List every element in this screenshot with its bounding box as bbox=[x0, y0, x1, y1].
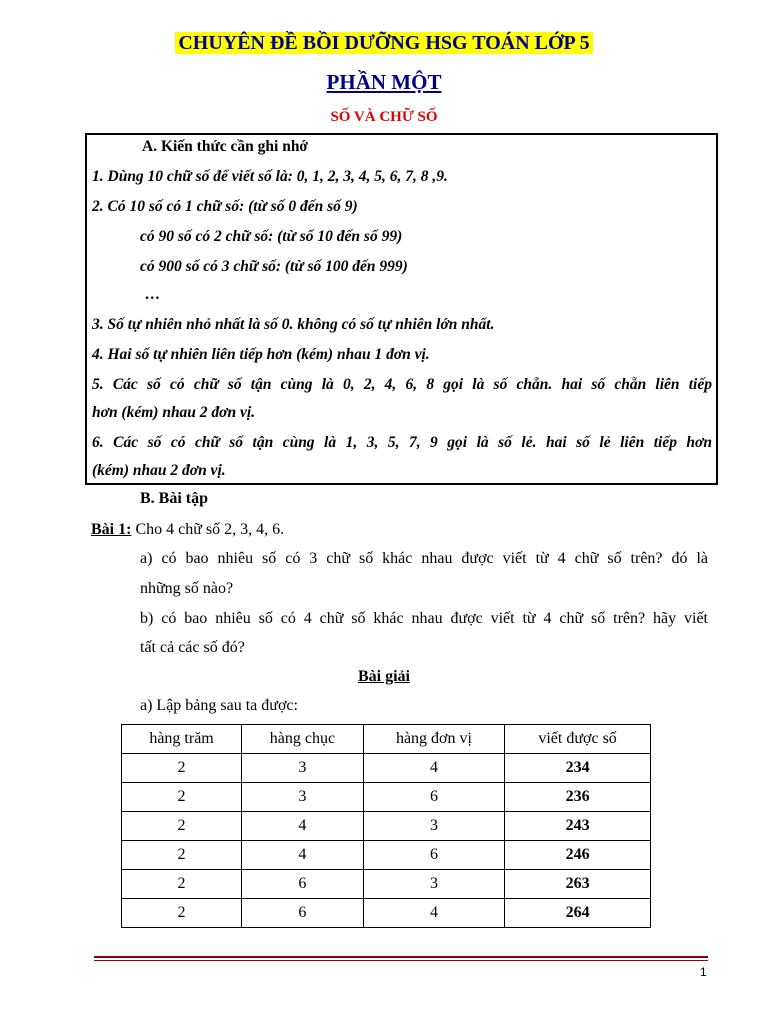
cell-hundreds: 2 bbox=[122, 899, 242, 928]
cell-hundreds: 2 bbox=[122, 754, 242, 783]
cell-hundreds: 2 bbox=[122, 841, 242, 870]
knowledge-line-4: có 900 số có 3 chữ số: (từ số 100 đến 999) bbox=[140, 258, 408, 275]
cell-units: 3 bbox=[363, 812, 504, 841]
table-row bbox=[122, 754, 651, 783]
cell-hundreds: 2 bbox=[122, 812, 242, 841]
knowledge-ellipsis: … bbox=[145, 286, 161, 303]
solution-a-intro: a) Lập bảng sau ta được: bbox=[140, 697, 298, 714]
section-subtitle: SỐ VÀ CHỮ SỐ bbox=[330, 109, 438, 125]
cell-units: 6 bbox=[363, 841, 504, 870]
cell-units: 4 bbox=[363, 899, 504, 928]
cell-number: 243 bbox=[505, 812, 651, 841]
cell-hundreds: 2 bbox=[122, 870, 242, 899]
footer-rule-thin bbox=[94, 960, 708, 961]
cell-tens: 3 bbox=[242, 754, 364, 783]
cell-number: 234 bbox=[505, 754, 651, 783]
cell-units: 6 bbox=[363, 783, 504, 812]
cell-tens: 4 bbox=[242, 841, 364, 870]
knowledge-line-8b: hơn (kém) nhau 2 đơn vị. bbox=[92, 404, 256, 421]
solution-heading: Bài giải bbox=[357, 668, 410, 685]
question-b-line-1: b) có bao nhiêu số có 4 chữ số khác nhau được viết từ 4 chữ số trên? hãy viết bbox=[140, 610, 708, 627]
question-b-line-2: tất cả các số đó? bbox=[140, 639, 245, 656]
table-header-row bbox=[122, 725, 651, 754]
cell-hundreds: 2 bbox=[122, 783, 242, 812]
table-row bbox=[122, 899, 651, 928]
table-row bbox=[122, 870, 651, 899]
knowledge-line-9a: 6. Các số có chữ số tận cùng là 1, 3, 5, 7, 9 gọi là số lẻ. hai số lẻ liên tiếp hơn bbox=[92, 434, 712, 451]
cell-number: 263 bbox=[505, 870, 651, 899]
header-hundreds: hàng trăm bbox=[122, 725, 242, 754]
knowledge-heading: A. Kiến thức cần ghi nhớ bbox=[142, 138, 309, 155]
knowledge-line-2: 2. Có 10 số có 1 chữ số: (từ số 0 đến số 9) bbox=[92, 198, 358, 215]
document-title: CHUYÊN ĐỀ BỒI DƯỠNG HSG TOÁN LỚP 5 bbox=[0, 32, 768, 55]
cell-number: 236 bbox=[505, 783, 651, 812]
question-a-line-1: a) có bao nhiêu số có 3 chữ số khác nhau được viết từ 4 chữ số trên? đó là bbox=[140, 550, 708, 567]
cell-number: 246 bbox=[505, 841, 651, 870]
exercise-1 bbox=[91, 521, 284, 539]
footer-rule bbox=[94, 956, 708, 958]
part-heading: PHẦN MỘT bbox=[326, 70, 442, 94]
knowledge-line-1: 1. Dùng 10 chữ số để viết số là: 0, 1, 2, 3, 4, 5, 6, 7, 8 ,9. bbox=[92, 168, 448, 185]
exercise-1-text: Cho 4 chữ số 2, 3, 4, 6. bbox=[131, 521, 285, 538]
cell-units: 4 bbox=[363, 754, 504, 783]
table-row bbox=[122, 783, 651, 812]
cell-tens: 6 bbox=[242, 870, 364, 899]
header-number: viết được số bbox=[505, 725, 651, 754]
digit-table bbox=[121, 724, 651, 928]
knowledge-line-7: 4. Hai số tự nhiên liên tiếp hơn (kém) nhau 1 đơn vị. bbox=[92, 346, 430, 363]
cell-number: 264 bbox=[505, 899, 651, 928]
knowledge-line-3: có 90 số có 2 chữ số: (từ số 10 đến số 99) bbox=[140, 228, 403, 245]
cell-tens: 4 bbox=[242, 812, 364, 841]
knowledge-box bbox=[85, 133, 718, 485]
knowledge-line-9b: (kém) nhau 2 đơn vị. bbox=[92, 462, 226, 479]
table-row bbox=[122, 841, 651, 870]
exercise-1-label: Bài 1: bbox=[91, 521, 132, 538]
page-number: 1 bbox=[700, 965, 707, 979]
exercises-heading: B. Bài tập bbox=[140, 490, 209, 507]
knowledge-line-8a: 5. Các số có chữ số tận cùng là 0, 2, 4, 6, 8 gọi là số chẵn. hai số chẵn liên tiếp bbox=[92, 376, 712, 393]
cell-tens: 3 bbox=[242, 783, 364, 812]
question-a-line-2: những số nào? bbox=[140, 580, 234, 597]
header-units: hàng đơn vị bbox=[363, 725, 504, 754]
table-row bbox=[122, 812, 651, 841]
cell-tens: 6 bbox=[242, 899, 364, 928]
header-tens: hàng chục bbox=[242, 725, 364, 754]
cell-units: 3 bbox=[363, 870, 504, 899]
knowledge-line-6: 3. Số tự nhiên nhỏ nhất là số 0. không có số tự nhiên lớn nhất. bbox=[92, 316, 495, 333]
